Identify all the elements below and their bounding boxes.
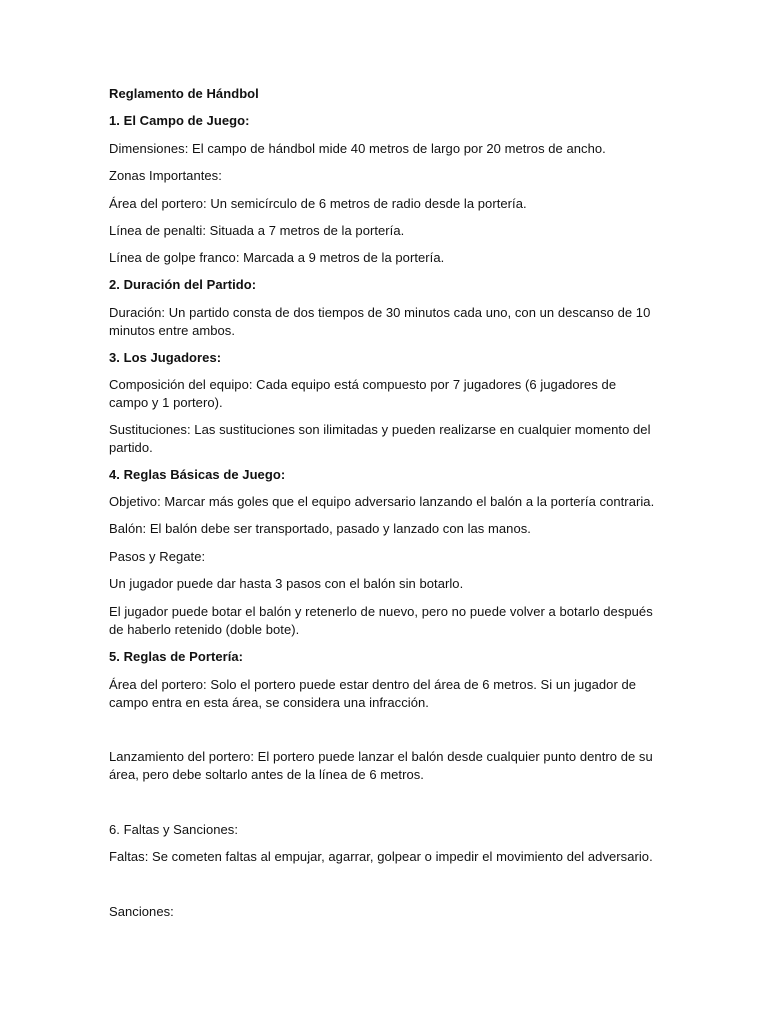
paragraph: Objetivo: Marcar más goles que el equipo adversario lanzando el balón a la portería contraria. bbox=[109, 494, 655, 509]
section-heading: 4. Reglas Básicas de Juego: bbox=[109, 467, 286, 482]
paragraph: Sanciones: bbox=[109, 904, 174, 919]
paragraph: Zonas Importantes: bbox=[109, 168, 222, 183]
paragraph: Composición del equipo: Cada equipo está compuesto por 7 jugadores (6 jugadores de campo y 1 portero). bbox=[109, 377, 617, 410]
section-heading: 2. Duración del Partido: bbox=[109, 277, 257, 292]
paragraph: Faltas: Se cometen faltas al empujar, agarrar, golpear o impedir el movimiento del adversario. bbox=[109, 849, 653, 864]
paragraph: Un jugador puede dar hasta 3 pasos con el balón sin botarlo. bbox=[109, 576, 464, 591]
paragraph: El jugador puede botar el balón y retenerlo de nuevo, pero no puede volver a botarlo después de haberlo retenido (doble bote). bbox=[109, 604, 653, 637]
section-heading: 3. Los Jugadores: bbox=[109, 350, 222, 365]
paragraph: Dimensiones: El campo de hándbol mide 40 metros de largo por 20 metros de ancho. bbox=[109, 141, 606, 156]
paragraph: Área del portero: Un semicírculo de 6 metros de radio desde la portería. bbox=[109, 196, 527, 211]
paragraph: Área del portero: Solo el portero puede estar dentro del área de 6 metros. Si un jugador de campo entra en esta área, se considera una infracción. bbox=[109, 677, 637, 710]
paragraph: Balón: El balón debe ser transportado, pasado y lanzado con las manos. bbox=[109, 521, 531, 536]
document-title: Reglamento de Hándbol bbox=[109, 86, 259, 101]
paragraph: Línea de golpe franco: Marcada a 9 metros de la portería. bbox=[109, 250, 445, 265]
paragraph: Duración: Un partido consta de dos tiempos de 30 minutos cada uno, con un descanso de 10 minutos entre ambos. bbox=[109, 305, 651, 338]
paragraph: Línea de penalti: Situada a 7 metros de la portería. bbox=[109, 223, 405, 238]
paragraph: Lanzamiento del portero: El portero puede lanzar el balón desde cualquier punto dentro de su área, pero debe soltarlo antes de la línea de 6 metros. bbox=[109, 749, 653, 782]
paragraph: 6. Faltas y Sanciones: bbox=[109, 822, 238, 837]
paragraph: Pasos y Regate: bbox=[109, 549, 206, 564]
section-heading: 5. Reglas de Portería: bbox=[109, 649, 244, 664]
paragraph: Sustituciones: Las sustituciones son ilimitadas y pueden realizarse en cualquier momento del partido. bbox=[109, 422, 651, 455]
section-heading: 1. El Campo de Juego: bbox=[109, 113, 250, 128]
